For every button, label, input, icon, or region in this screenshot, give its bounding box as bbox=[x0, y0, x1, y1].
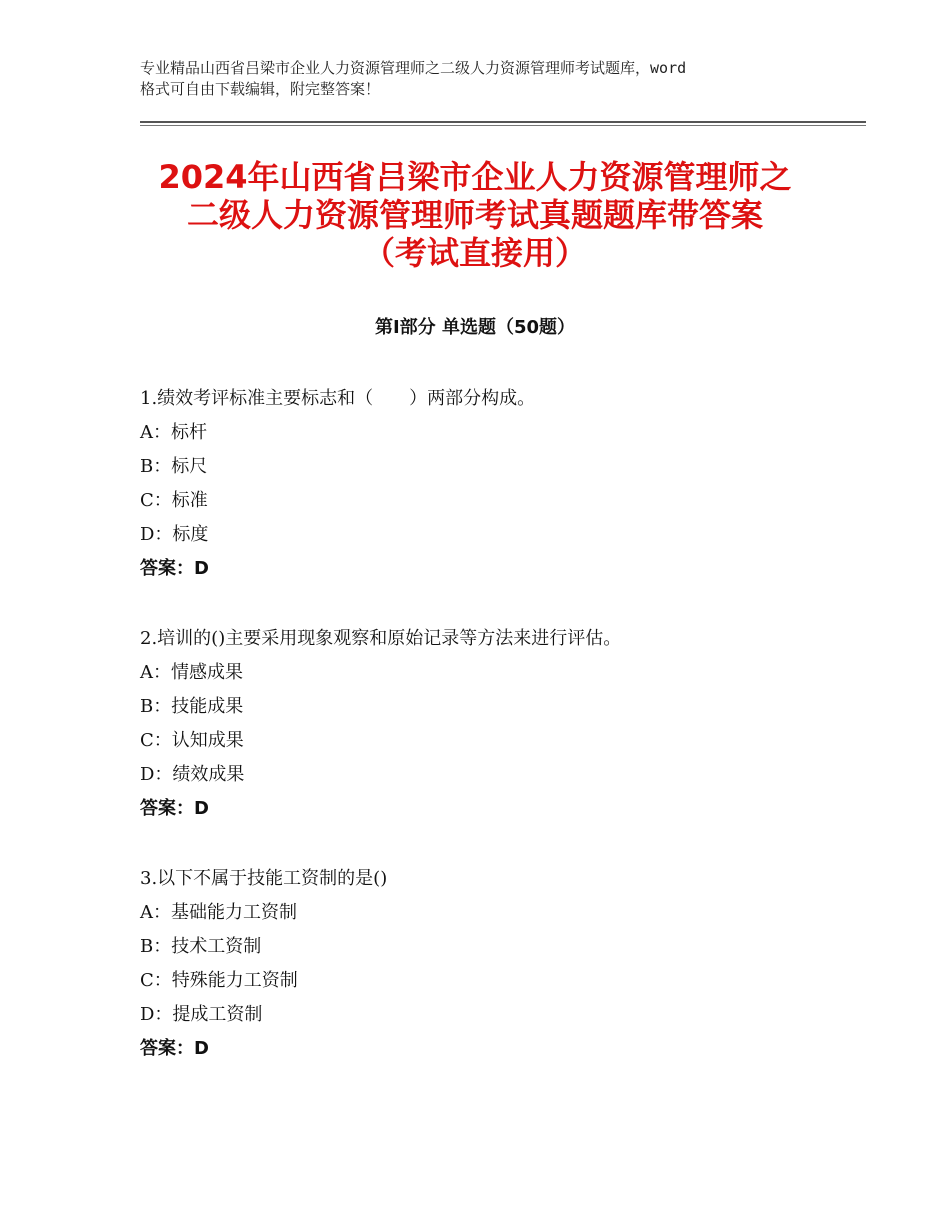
header-note bbox=[140, 58, 830, 100]
option-a: A：标杆 bbox=[140, 422, 207, 443]
option-a: A：基础能力工资制 bbox=[140, 902, 297, 923]
option-d: D：提成工资制 bbox=[140, 1004, 263, 1025]
title-line-2: 二级人力资源管理师考试真题题库带答案 bbox=[186, 196, 763, 234]
title-line-3: （考试直接用） bbox=[362, 234, 587, 272]
option-d: D：绩效成果 bbox=[140, 764, 245, 785]
document-title bbox=[110, 158, 840, 272]
option-d: D：标度 bbox=[140, 524, 209, 545]
question-1 bbox=[140, 382, 860, 586]
option-b: B：技能成果 bbox=[140, 696, 244, 717]
option-c: C：认知成果 bbox=[140, 730, 244, 751]
header-note-line-2: 格式可自由下载编辑，附完整答案！ bbox=[140, 80, 381, 98]
question-stem: 2.培训的()主要采用现象观察和原始记录等方法来进行评估。 bbox=[140, 628, 622, 649]
header-divider-thin bbox=[140, 125, 866, 126]
option-c: C：特殊能力工资制 bbox=[140, 970, 298, 991]
header-divider-thick bbox=[140, 121, 866, 123]
question-3 bbox=[140, 862, 860, 1066]
answer-line: 答案：D bbox=[140, 1038, 209, 1059]
title-line-1: 2024年山西省吕梁市企业人力资源管理师之 bbox=[158, 158, 792, 196]
answer-line: 答案：D bbox=[140, 558, 209, 579]
question-list bbox=[140, 382, 860, 1102]
option-c: C：标准 bbox=[140, 490, 208, 511]
question-2 bbox=[140, 622, 860, 826]
header-note-line-1: 专业精品山西省吕梁市企业人力资源管理师之二级人力资源管理师考试题库，word bbox=[140, 59, 687, 77]
question-stem: 1.绩效考评标准主要标志和（ ）两部分构成。 bbox=[140, 388, 536, 409]
option-b: B：标尺 bbox=[140, 456, 208, 477]
question-stem: 3.以下不属于技能工资制的是() bbox=[140, 868, 388, 889]
section-heading: 第Ⅰ部分 单选题（50题） bbox=[374, 317, 575, 338]
answer-line: 答案：D bbox=[140, 798, 209, 819]
option-a: A：情感成果 bbox=[140, 662, 243, 683]
option-b: B：技术工资制 bbox=[140, 936, 262, 957]
